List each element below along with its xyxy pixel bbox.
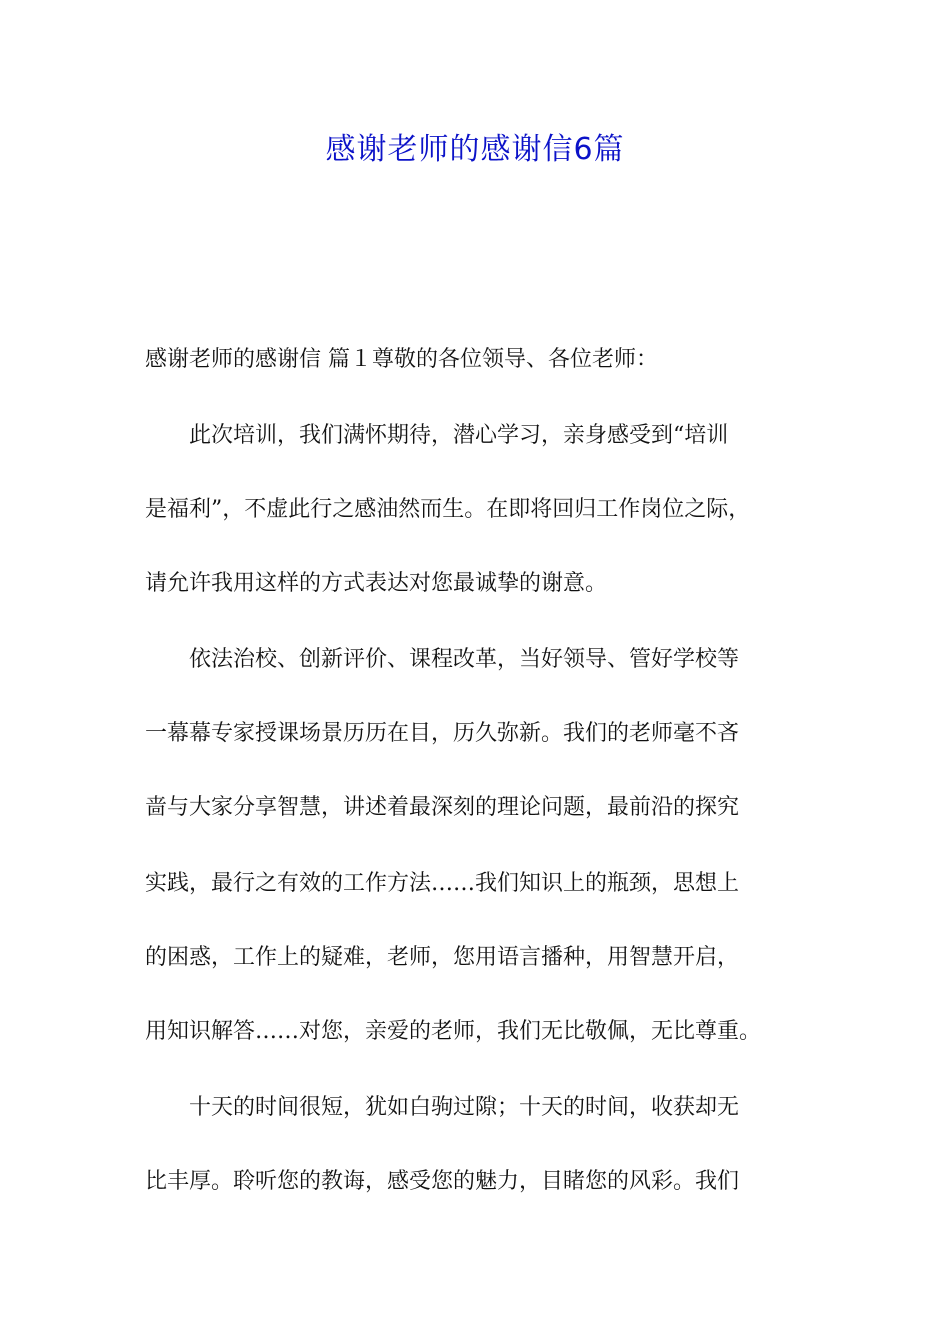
text-line-9: 的困惑，工作上的疑难，老师，您用语言播种，用智慧开启， (145, 945, 740, 970)
text-line-12: 比丰厚。聆听您的教诲，感受您的魅力，目睹您的风彩。我们 (145, 1169, 740, 1194)
text-line-10: 用知识解答……对您，亲爱的老师，我们无比敬佩，无比尊重。 (145, 1019, 762, 1044)
text-line-11: 十天的时间很短，犹如白驹过隙；十天的时间，收获却无 (145, 1095, 740, 1120)
text-line-6: 一幕幕专家授课场景历历在目，历久弥新。我们的老师毫不吝 (145, 721, 740, 746)
text-line-3: 是福利”，不虚此行之感油然而生。在即将回归工作岗位之际， (145, 497, 751, 522)
document-title: 感谢老师的感谢信6篇 (325, 132, 625, 167)
text-line-5: 依法治校、创新评价、课程改革，当好领导、管好学校等 (145, 647, 740, 672)
text-line-1: 感谢老师的感谢信 篇１尊敬的各位领导、各位老师： (145, 347, 658, 372)
text-line-8: 实践，最行之有效的工作方法……我们知识上的瓶颈，思想上 (145, 871, 740, 896)
text-line-2: 此次培训，我们满怀期待，潜心学习，亲身感受到“培训 (145, 423, 729, 448)
text-line-7: 啬与大家分享智慧，讲述着最深刻的理论问题，最前沿的探究 (145, 795, 740, 820)
text-line-4: 请允许我用这样的方式表达对您最诚挚的谢意。 (145, 571, 608, 596)
